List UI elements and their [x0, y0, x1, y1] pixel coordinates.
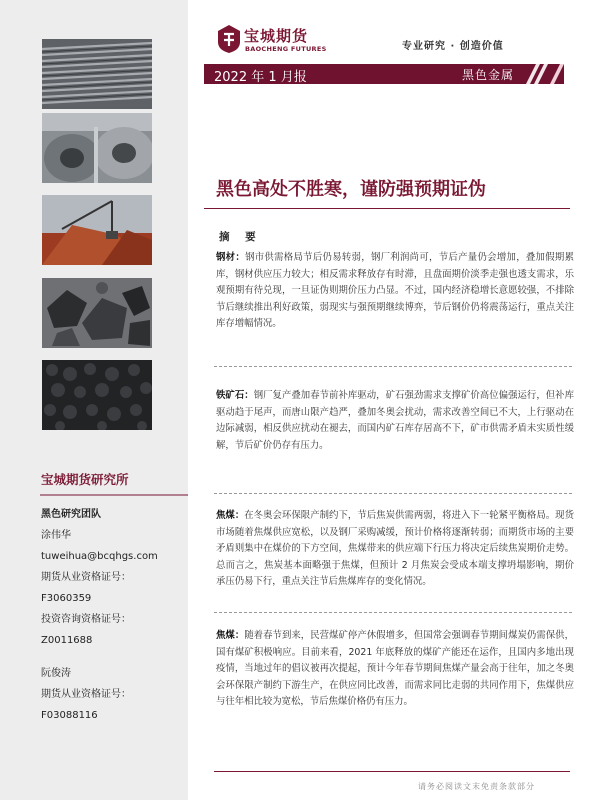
- qualification-number: F03088116: [41, 710, 98, 721]
- abstract-heading: 摘 要: [219, 231, 262, 243]
- section-divider: [214, 612, 572, 613]
- summary-coking-coal: [216, 628, 574, 711]
- report-date: 2022 年 1 月报: [214, 70, 307, 85]
- report-sector: 黑色金属: [462, 68, 515, 82]
- advisory-label: 投资咨询资格证号：: [41, 614, 131, 625]
- brand-name-en: BAOCHENG FUTURES: [245, 45, 327, 53]
- section-divider: [214, 366, 572, 367]
- logo-mark-icon: [216, 24, 242, 54]
- section-text: 钢厂复产叠加春节前补库驱动，矿石强劲需求支撑矿价高位偏强运行，但补库驱动趋于尾声，而唐山限产趋严，叠加冬奥会扰动，需求改善空间已不大，上行驱动在边际减弱，相反供应扰动在褪去，而国内矿石库存居高不下，矿市供需矛盾未实质性缓解，节后矿价仍存有压力。: [216, 390, 574, 451]
- analyst-name: 涂伟华: [41, 530, 71, 541]
- section-label: 焦煤：: [216, 510, 245, 521]
- qualification-label: 期货从业资格证号：: [41, 572, 131, 583]
- slogan: 专业研究 · 创造价值: [402, 41, 504, 52]
- rebar-photo: [42, 39, 152, 109]
- title-divider: [204, 208, 570, 209]
- report-title: 黑色高处不胜寒，谨防强预期证伪: [216, 179, 486, 200]
- qualification-label: 期货从业资格证号：: [41, 689, 131, 700]
- section-divider: [214, 493, 572, 494]
- summary-steel: [216, 250, 574, 333]
- steel-coil-photo: [42, 113, 152, 183]
- footer-divider: [214, 771, 570, 772]
- section-text: 钢市供需格局节后仍易转弱，钢厂利润尚可，节后产量仍会增加，叠加假期累库，钢材供应压力较大；相反需求释放存有时滞，且盘面期价淡季走强也透支需求，乐观预期有待兑现，一旦证伪则期价压力凸显。不过，国内经济稳增长意愿较强，不排除节后继续推出利好政策，弱现实与强预期继续博弈，节后钢价仍将震荡运行，重点关注库存增幅情况。: [216, 252, 574, 330]
- institute-name: 宝城期货研究所: [41, 472, 129, 487]
- iron-ore-photo: [42, 195, 152, 265]
- summary-coke: [216, 508, 574, 591]
- section-label: 铁矿石：: [216, 390, 254, 401]
- footer-disclaimer: 请务必阅读文末免责条款部分: [418, 782, 535, 791]
- section-label: 钢材：: [216, 252, 246, 263]
- brand-name-cn: 宝城期货: [244, 27, 309, 45]
- coke-pile-photo: [42, 360, 152, 430]
- section-text: 在冬奥会环保限产制约下，节后焦炭供需两弱，将进入下一轮紧平衡格局。现货市场随着焦煤供应宽松，以及钢厂采购减缓，预计价格将逐渐转弱；而期货市场的主要矛盾则集中在煤价的下方空间，焦煤带来的供应端下行压力将决定后续焦炭期价走势。总而言之，焦炭基本面略强于焦煤，但预计 2 月焦炭会受成本端支撑坍塌影响，期价承压仍易下行，重点关注节后焦煤库存的变化情况。: [216, 510, 574, 588]
- brand-logo: [216, 24, 326, 60]
- team-title: 黑色研究团队: [41, 509, 101, 520]
- institute-divider: [40, 494, 188, 496]
- coal-lumps-photo: [42, 278, 152, 348]
- section-text: 随着春节到来，民营煤矿停产休假增多，但国常会强调春节期间煤炭仍需保供，国有煤矿积极响应。目前来看，2021 年底释放的煤矿产能还在运作，且国内多地出现疫情，当地过年的倡议被再次提起，预计今年春节期间焦煤产量会高于往年，加之冬奥会环保限产制约下游生产，在供应同比改善，而需求同比走弱的共同作用下，焦煤供应与往年相比较为宽松，节后焦煤价格仍有压力。: [216, 630, 574, 708]
- qualification-number: F3060359: [41, 593, 92, 604]
- report-banner: [204, 64, 564, 84]
- advisory-number: Z0011688: [41, 635, 93, 646]
- analyst-name: 阮俊涛: [41, 668, 71, 679]
- research-team: [41, 508, 186, 730]
- summary-iron-ore: [216, 388, 574, 454]
- section-label: 焦煤：: [216, 630, 245, 641]
- analyst-email: tuweihua@bcqhgs.com: [41, 551, 158, 562]
